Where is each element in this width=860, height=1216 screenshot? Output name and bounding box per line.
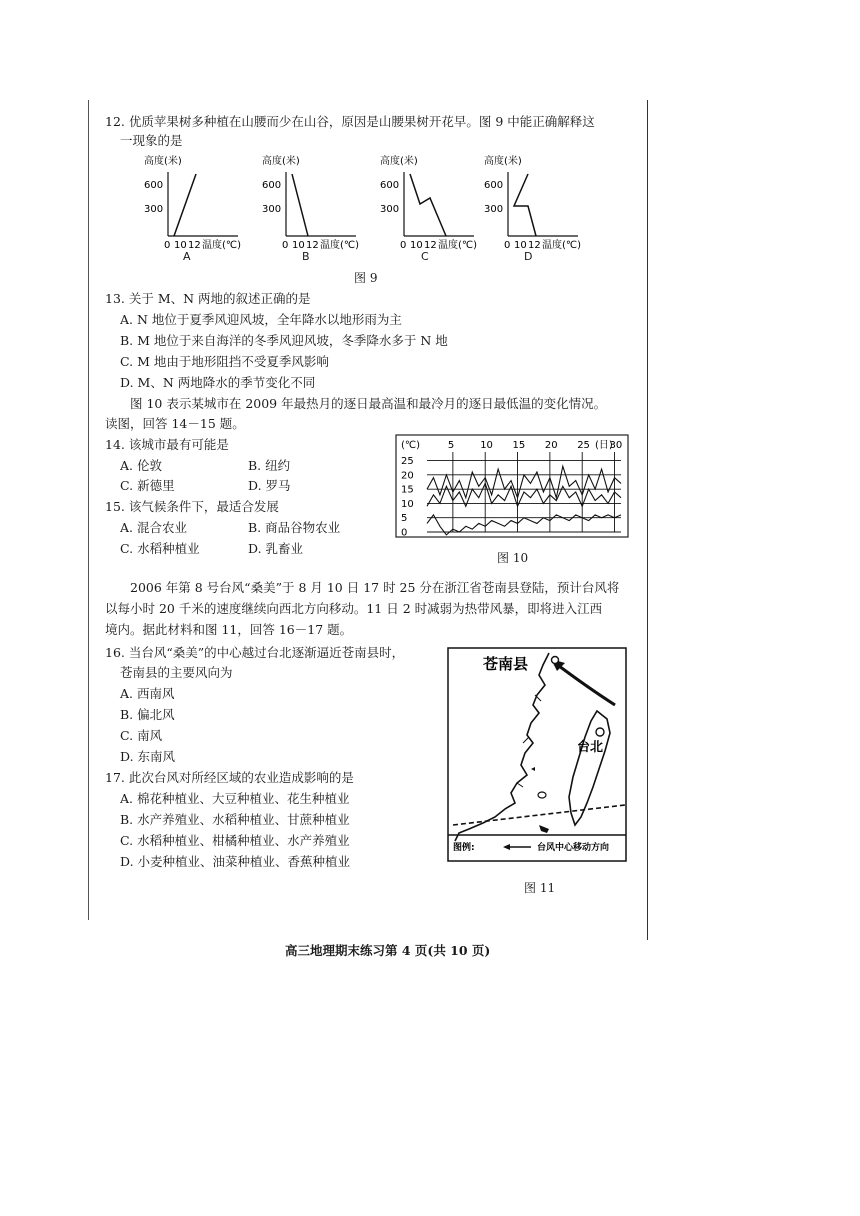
fig9-xlabel: 温度(℃) (438, 240, 478, 251)
fig9-ytick: 600 (144, 180, 164, 191)
left-margin-line (88, 100, 89, 920)
chart-ytick: 25 (401, 456, 414, 468)
q13-option-d: D. M、N 两地降水的季节变化不同 (120, 375, 316, 390)
fig9-curve-d (514, 174, 536, 236)
q13-option-b: B. M 地位于来自海洋的冬季风迎风坡，冬季降水多于 N 地 (120, 333, 448, 348)
legend-text: 台风中心移动方向 (537, 843, 610, 853)
chart-xtick: 10 (480, 440, 493, 451)
fig9-ytick: 600 (484, 180, 504, 191)
figure-11-map (447, 647, 627, 862)
q12-stem-line1: 12. 优质苹果树多种植在山腰而少在山谷，原因是山腰果树开花早。图 9 中能正确解释这 (105, 114, 595, 129)
chart-xtick: 5 (447, 440, 455, 451)
q13-option-c: C. M 地由于地形阻挡不受夏季风影响 (120, 354, 329, 369)
q16-option-d: D. 东南风 (120, 749, 176, 764)
fig9-xtick: 12 (528, 240, 541, 251)
fig9-curve-c (410, 174, 446, 236)
q13-stem: 13. 关于 M、N 两地的叙述正确的是 (105, 291, 311, 306)
q15-option-b: B. 商品谷物农业 (248, 520, 341, 535)
fig9-xtick: 0 (282, 240, 289, 251)
chart-ytick: 20 (401, 470, 414, 482)
q16-option-a: A. 西南风 (120, 686, 175, 701)
fig9-option-b: B (302, 250, 310, 263)
fig9-ylabel: 高度(米) (380, 156, 418, 167)
q14-option-b: B. 纽约 (248, 458, 291, 473)
chart-xtick: 25 (577, 440, 590, 451)
figure-9-panels (140, 150, 620, 260)
q16-option-b: B. 偏北风 (120, 707, 175, 722)
chart-xtick: 20 (544, 440, 558, 451)
fig9-ytick: 300 (144, 204, 164, 215)
fig9-xtick: 0 (164, 240, 171, 251)
fig9-curve-b (292, 174, 308, 236)
fig9-ytick: 600 (262, 180, 282, 191)
fig9-caption: 图 9 (354, 271, 378, 285)
taipei-marker (596, 728, 604, 736)
q17-stem: 17. 此次台风对所经区域的农业造成影响的是 (105, 770, 354, 785)
chart-ylabel: (℃) (401, 440, 421, 451)
q14-stem: 14. 该城市最有可能是 (105, 437, 229, 452)
figure-10-chart (395, 434, 630, 539)
fig9-xtick: 10 (292, 240, 305, 251)
fig9-xtick: 12 (306, 240, 319, 251)
map-label-cangnan: 苍南县 (483, 655, 529, 673)
fig9-ylabel: 高度(米) (144, 156, 182, 167)
fig9-option-a: A (183, 250, 191, 263)
intro10-line1: 图 10 表示某城市在 2009 年最热月的逐日最高温和最冷月的逐日最低温的变化情况。 (130, 396, 607, 411)
q15-stem: 15. 该气候条件下，最适合发展 (105, 499, 279, 514)
q13-option-a: A. N 地位于夏季风迎风坡，全年降水以地形雨为主 (120, 312, 402, 327)
fig9-ytick: 600 (380, 180, 400, 191)
fig9-curve-a (174, 174, 196, 236)
fig9-ytick: 300 (262, 204, 282, 215)
fig9-ytick: 300 (484, 204, 504, 215)
fig9-option-c: C (421, 250, 429, 263)
q17-option-c: C. 水稻种植业、柑橘种植业、水产养殖业 (120, 833, 350, 848)
fig9-xtick: 0 (400, 240, 407, 251)
intro11-line2: 以每小时 20 千米的速度继续向西北方向移动。11 日 2 时减弱为热带风暴，即将进入江西 (105, 601, 603, 616)
q14-option-d: D. 罗马 (248, 478, 291, 493)
map-label-taipei: 台北 (577, 740, 604, 755)
q17-option-a: A. 棉花种植业、大豆种植业、花生种植业 (120, 791, 350, 806)
fig9-xtick: 10 (410, 240, 423, 251)
chart-xtick: 30 (609, 440, 623, 451)
fig9-xtick: 12 (424, 240, 437, 251)
fig10-caption: 图 10 (497, 551, 529, 565)
q17-option-d: D. 小麦种植业、油菜种植业、香蕉种植业 (120, 854, 351, 869)
q15-option-d: D. 乳畜业 (248, 541, 304, 556)
chart-xtick: 15 (512, 440, 526, 451)
chart-ytick: 0 (401, 527, 408, 539)
q17-option-b: B. 水产养殖业、水稻种植业、甘蔗种植业 (120, 812, 350, 827)
q14-option-c: C. 新德里 (120, 478, 175, 493)
cangnan-marker (552, 657, 559, 664)
chart-ytick: 10 (401, 498, 414, 510)
chart-ytick: 15 (401, 484, 414, 496)
q16-stem-line1: 16. 当台风“桑美”的中心越过台北逐渐逼近苍南县时， (105, 645, 405, 660)
fig9-xlabel: 温度(℃) (320, 240, 360, 251)
q15-option-a: A. 混合农业 (120, 520, 187, 535)
chart-xlabel: (日) (595, 440, 613, 451)
fig11-caption: 图 11 (524, 881, 556, 895)
q12-stem-line2: 一现象的是 (120, 133, 183, 148)
fig9-xlabel: 温度(℃) (542, 240, 582, 251)
fig9-xtick: 10 (514, 240, 527, 251)
right-margin-line (647, 100, 648, 940)
fig9-xlabel: 温度(℃) (202, 240, 242, 251)
intro11-line3: 境内。据此材料和图 11，回答 16－17 题。 (105, 622, 353, 637)
q15-option-c: C. 水稻种植业 (120, 541, 200, 556)
fig9-option-d: D (524, 250, 533, 263)
q16-stem-line2: 苍南县的主要风向为 (120, 665, 233, 680)
fig9-ylabel: 高度(米) (262, 156, 300, 167)
intro10-line2: 读图，回答 14－15 题。 (105, 416, 245, 431)
q14-option-a: A. 伦敦 (120, 458, 162, 473)
fig9-xtick: 10 (174, 240, 187, 251)
chart-ytick: 5 (401, 513, 408, 525)
q16-option-c: C. 南风 (120, 728, 163, 743)
fig9-xtick: 12 (188, 240, 201, 251)
fig9-ytick: 300 (380, 204, 400, 215)
page-footer: 高三地理期末练习第 4 页(共 10 页) (285, 943, 491, 958)
fig9-ylabel: 高度(米) (484, 156, 522, 167)
intro11-line1: 2006 年第 8 号台风“桑美”于 8 月 10 日 17 时 25 分在浙江省苍南县登陆，预计台风将 (130, 580, 620, 595)
legend-title: 图例: (453, 843, 475, 853)
fig9-xtick: 0 (504, 240, 511, 251)
